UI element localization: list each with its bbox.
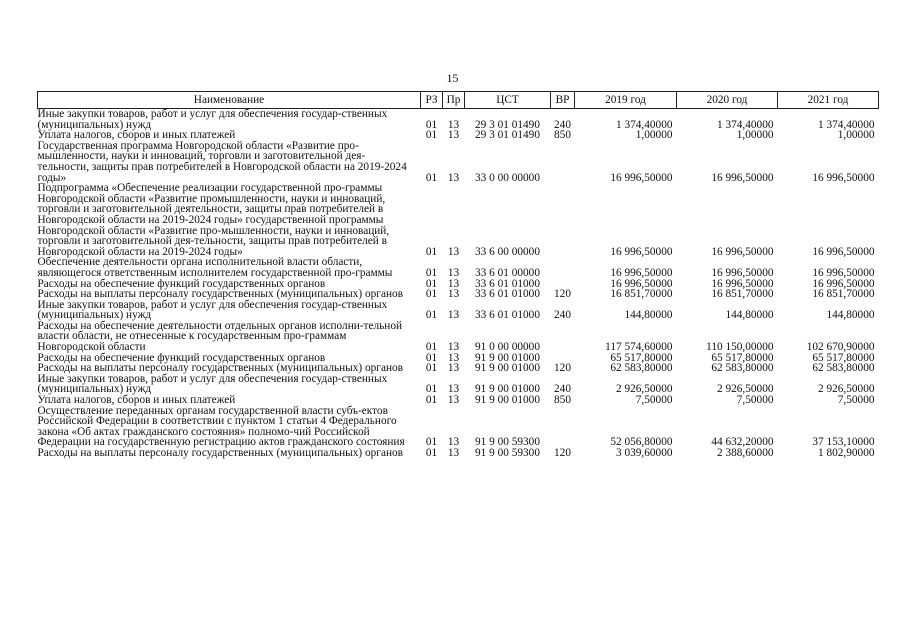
budget-table [37,91,879,459]
table-row [38,257,879,278]
row-cst: 29 3 01 01490 [475,118,540,131]
row-name: Расходы на обеспечение функций государственных органов [37,351,326,364]
row-value-2020: 110 150,00000 [706,341,774,354]
row-cst: 91 9 00 01000 [475,394,540,407]
row-value-2019: 1 374,40000 [616,118,673,131]
row-pr: 13 [447,341,460,354]
row-cst: 91 9 00 01000 [475,362,540,375]
table-row [38,374,879,395]
row-pr: 13 [447,436,460,449]
row-cst: 33 6 00 00000 [475,245,540,258]
row-value-2020: 44 632,20000 [711,436,774,449]
table-body [38,109,879,459]
row-value-2020: 7,50000 [736,394,774,407]
row-value-2020: 2 926,50000 [717,383,774,396]
row-cst: 29 3 01 01490 [475,129,540,142]
row-value-2019: 7,50000 [635,394,673,407]
row-name: Расходы на выплаты персоналу государственных (муниципальных) органов [37,447,403,459]
row-pr: 13 [447,266,460,279]
row-value-2021: 65 517,80000 [812,351,875,364]
row-rz: 01 [425,447,438,459]
row-pr: 13 [447,129,460,142]
row-value-2019: 144,80000 [624,309,673,322]
row-pr: 13 [447,288,460,301]
row-cst: 33 6 01 00000 [475,266,540,279]
row-rz: 01 [425,351,438,364]
row-value-2020: 2 388,60000 [717,447,774,459]
row-pr: 13 [447,351,460,364]
table-row [38,406,879,448]
row-pr: 13 [447,171,460,184]
row-vr: 120 [554,447,571,459]
header-rz: РЗ [421,92,443,109]
header-2019: 2019 год [575,92,677,109]
row-cst: 91 9 00 01000 [475,383,540,396]
row-value-2021: 16 996,50000 [812,171,875,184]
row-name: Расходы на обеспечение деятельности отдельных органов исполни-тельной власти области, не отнесенные к государственным про-граммам Новгородской области [37,319,403,354]
row-rz: 01 [425,341,438,354]
row-value-2021: 16 996,50000 [812,266,875,279]
row-value-2021: 16 996,50000 [812,277,875,290]
header-vr: ВР [551,92,575,109]
table-header-row [38,92,879,109]
row-vr: 240 [554,309,571,322]
row-value-2019: 3 039,60000 [616,447,673,459]
row-value-2021: 1,00000 [837,129,875,142]
row-vr [551,321,575,353]
row-vr: 240 [554,383,571,396]
table-row [38,300,879,321]
row-value-2020: 144,80000 [725,309,774,322]
row-vr: 120 [554,362,571,375]
row-name: Расходы на обеспечение функций государственных органов [37,277,326,290]
row-value-2019: 52 056,80000 [610,436,673,449]
row-rz: 01 [425,288,438,301]
row-name: Обеспечение деятельности органа исполнительной власти области, являющегося ответственным исполнителем государственной про-граммы [37,256,393,279]
row-cst: 33 0 00 00000 [475,171,540,184]
row-value-2020: 16 996,50000 [711,171,774,184]
row-value-2021: 16 851,70000 [812,288,875,301]
header-2021: 2021 год [778,92,879,109]
row-value-2019: 16 996,50000 [610,171,673,184]
row-name: Иные закупки товаров, работ и услуг для обеспечения государ-ственных (муниципальных) нужд [37,372,388,396]
table-row [38,183,879,257]
row-rz: 01 [425,118,438,131]
row-cst: 33 6 01 01000 [475,309,540,322]
row-vr [551,141,575,183]
row-vr [551,406,575,448]
row-pr: 13 [447,245,460,258]
header-pr: Пр [443,92,465,109]
page-number: 15 [446,71,459,85]
row-rz: 01 [425,245,438,258]
row-value-2021: 16 996,50000 [812,245,875,258]
row-vr: 850 [554,394,571,407]
row-value-2020: 16 851,70000 [711,288,774,301]
row-name: Расходы на выплаты персоналу государственных (муниципальных) органов [37,362,403,375]
table-row [38,141,879,183]
row-value-2020: 62 583,80000 [711,362,774,375]
row-value-2021: 7,50000 [837,394,875,407]
row-pr: 13 [447,383,460,396]
row-cst: 91 0 00 00000 [475,341,540,354]
row-vr [551,257,575,278]
row-value-2019: 62 583,80000 [610,362,673,375]
row-rz: 01 [425,129,438,142]
row-value-2020: 16 996,50000 [711,277,774,290]
row-value-2019: 16 851,70000 [610,288,673,301]
table-row [38,109,879,131]
row-value-2020: 16 996,50000 [711,245,774,258]
row-cst: 33 6 01 01000 [475,277,540,290]
row-pr: 13 [447,394,460,407]
row-rz: 01 [425,266,438,279]
row-name: Государственная программа Новгородской области «Развитие про-мышленности, науки и инноваций, торговли и заготовительной дея-тельности, защиты прав потребителей в Новгородской области на 2019-2024 годы» [37,139,407,184]
row-pr: 13 [447,362,460,375]
row-rz: 01 [425,277,438,290]
row-value-2019: 1,00000 [635,129,673,142]
row-pr: 13 [447,118,460,131]
row-rz: 01 [425,436,438,449]
row-vr: 850 [554,129,571,142]
row-rz: 01 [425,394,438,407]
row-value-2021: 1 802,90000 [818,447,875,459]
row-name: Уплата налогов, сборов и иных платежей [37,129,236,142]
row-value-2021: 102 670,90000 [806,341,875,354]
row-vr [551,183,575,257]
table-row [38,321,879,353]
row-rz: 01 [425,362,438,375]
row-value-2019: 16 996,50000 [610,277,673,290]
row-name: Иные закупки товаров, работ и услуг для обеспечения государ-ственных (муниципальных) нужд [37,108,388,131]
row-value-2020: 16 996,50000 [711,266,774,279]
row-cst: 91 9 00 01000 [475,351,540,364]
row-value-2020: 1,00000 [736,129,774,142]
header-cst: ЦСТ [465,92,551,109]
row-pr: 13 [447,447,460,459]
row-name: Осуществление переданных органам государственной власти субъ-ектов Российской Федерации в соответствии с пунктом 1 статьи 4 Федерального закона «Об актах гражданского состояния» полномо-чий Российской Федерации на государственную регистрацию актов гражданского состояния [37,404,405,449]
row-cst: 91 9 00 59300 [475,436,540,449]
row-name: Подпрограмма «Обеспечение реализации государственной про-граммы Новгородской области «Развитие промышленности, науки и инноваций, торговли и заготовительной деятельности, защиты прав потребителей в Новгородской области на 2019-2024 годы» государственной программы Новгородской области «Развитие про-мышленности, науки и инноваций, торговли и заготовительной дея-тельности, защиты прав потребителей в Новгородской области на 2019-2024 годы» [37,182,390,258]
row-name: Иные закупки товаров, работ и услуг для обеспечения государ-ственных (муниципальных) нужд [37,298,388,322]
row-name: Расходы на выплаты персоналу государственных (муниципальных) органов [37,288,403,301]
row-value-2019: 117 574,60000 [605,341,673,354]
header-2020: 2020 год [677,92,778,109]
row-pr: 13 [447,309,460,322]
row-value-2019: 16 996,50000 [610,245,673,258]
row-rz: 01 [425,171,438,184]
header-name: Наименование [38,92,421,109]
table-row [38,448,879,459]
row-cst: 33 6 01 01000 [475,288,540,301]
row-value-2020: 65 517,80000 [711,351,774,364]
row-cst: 91 9 00 59300 [475,447,540,459]
row-value-2021: 62 583,80000 [812,362,875,375]
row-rz: 01 [425,309,438,322]
row-pr: 13 [447,277,460,290]
row-value-2020: 1 374,40000 [717,118,774,131]
row-value-2019: 2 926,50000 [616,383,673,396]
row-name: Уплата налогов, сборов и иных платежей [37,394,236,407]
row-rz: 01 [425,383,438,396]
row-value-2021: 144,80000 [826,309,875,322]
row-value-2019: 65 517,80000 [610,351,673,364]
row-vr: 120 [554,288,571,301]
row-value-2021: 1 374,40000 [818,118,875,131]
row-value-2021: 2 926,50000 [818,383,875,396]
row-value-2021: 37 153,10000 [812,436,875,449]
row-vr: 240 [554,118,571,131]
row-value-2019: 16 996,50000 [610,266,673,279]
